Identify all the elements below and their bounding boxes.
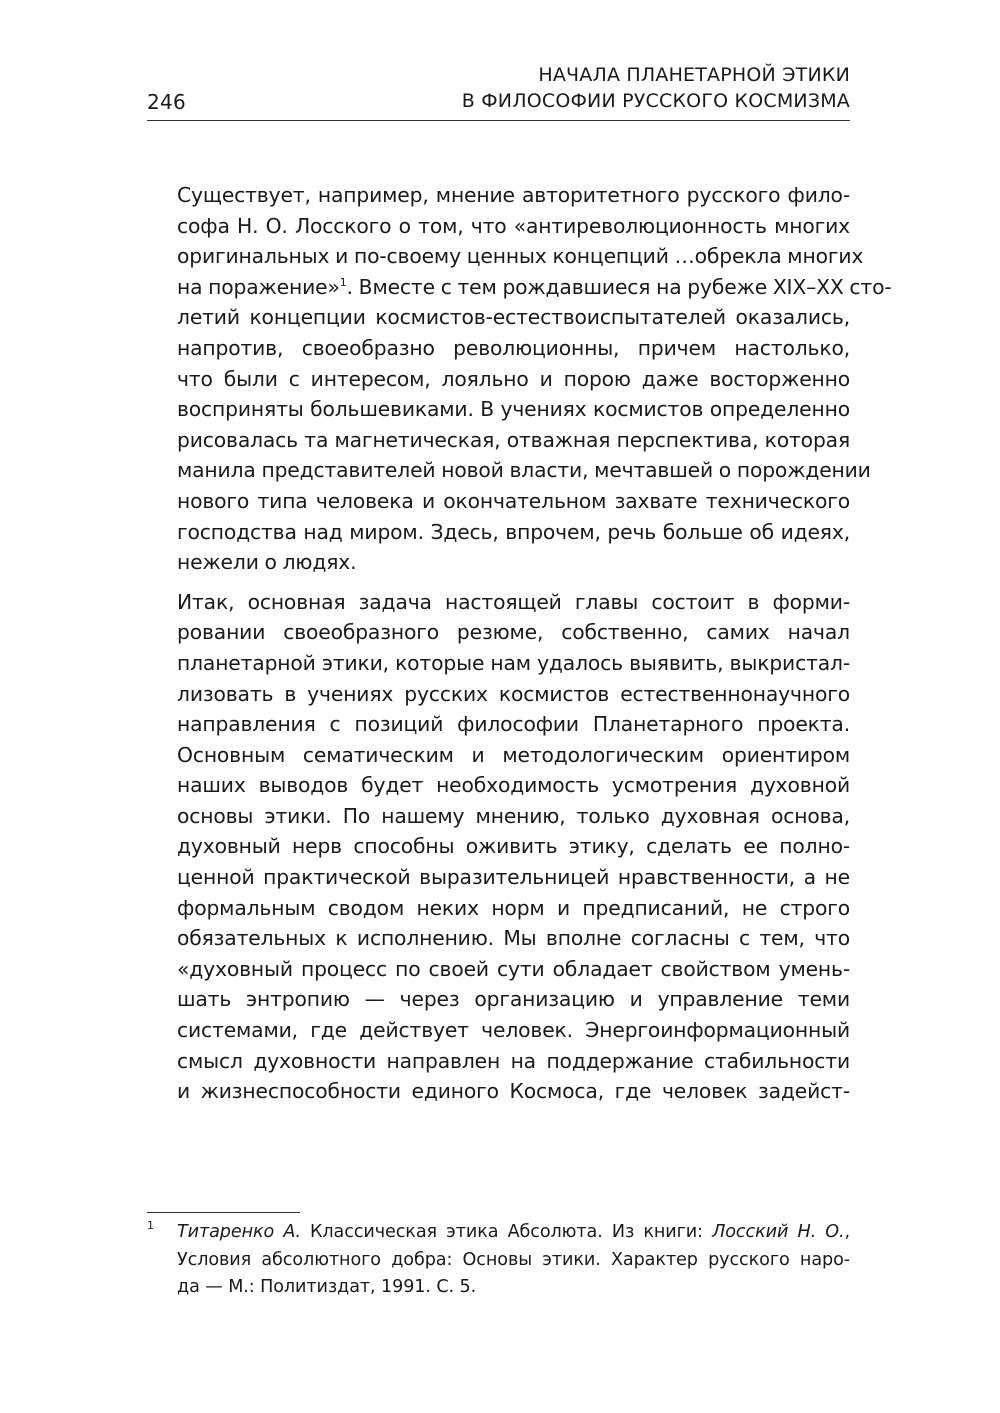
- footnote-mark: 1: [147, 1219, 154, 1232]
- body-text: [147, 180, 892, 1116]
- text-line: «духовный процесс по своей сути обладает свойством умень-: [177, 956, 850, 981]
- text-line: обязательных к исполнению. Мы вполне согласны с тем, что: [177, 926, 850, 951]
- text-line: Итак, основная задача настоящей главы состоит в форми-: [177, 589, 850, 614]
- running-title: [462, 62, 850, 114]
- text-line: ровании своеобразного резюме, собственно, самих начал: [177, 620, 850, 645]
- text-line: основы этики. По нашему мнению, только духовная основа,: [177, 803, 850, 828]
- text-line: смысл духовности направлен на поддержание стабильности: [177, 1048, 850, 1073]
- running-title-line-2: В ФИЛОСОФИИ РУССКОГО КОСМИЗМА: [461, 90, 850, 112]
- text-line: духовный нерв способны оживить этику, сделать ее полно-: [177, 834, 850, 859]
- text-line: восприняты большевиками. В учениях космистов определенно: [177, 397, 850, 422]
- page-number: 246: [147, 90, 187, 114]
- footnote-line: [177, 1219, 850, 1247]
- footnote-author: Лосский Н. О.: [712, 1222, 845, 1242]
- text-line: манила представителей новой власти, мечтавшей о порождении: [177, 458, 871, 483]
- text-line: рисовалась та магнетическая, отважная перспектива, которая: [177, 427, 850, 452]
- text-line: лизовать в учениях русских космистов естественнонаучного: [177, 681, 850, 706]
- footnote: [147, 1219, 850, 1302]
- text-line: Существует, например, мнение авторитетного русского фило-: [177, 183, 850, 207]
- paragraph-2: [147, 587, 850, 1107]
- text-line: напротив, своеобразно революционны, причем настолько,: [177, 335, 850, 360]
- text-line: и жизнеспособности единого Космоса, где человек задейст-: [177, 1079, 850, 1104]
- footnote-divider: [147, 1212, 300, 1213]
- text-line-part: . Вместе с тем рождавшиеся на рубеже XIX–XX сто-: [346, 274, 892, 299]
- text-line: софа Н. О. Лосского о том, что «антиреволюционность многих: [177, 213, 850, 238]
- text-line: господства над миром. Здесь, впрочем, речь больше об идеях,: [177, 519, 850, 544]
- text-line: оригинальных и по-своему ценных концепций …обрекла многих: [177, 244, 864, 269]
- footnote-author: Титаренко А.: [177, 1222, 301, 1242]
- running-title-line-1: НАЧАЛА ПЛАНЕТАРНОЙ ЭТИКИ: [538, 64, 850, 86]
- running-header: [147, 62, 850, 121]
- footnote-reference[interactable]: 1: [339, 276, 347, 290]
- text-line: шать энтропию — через организацию и управление теми: [177, 987, 850, 1012]
- text-line: системами, где действует человек. Энергоинформационный: [177, 1018, 850, 1043]
- text-line: нежели о людях.: [177, 550, 357, 575]
- footnote-text-part: Классическая этика Абсолюта. Из книги:: [300, 1222, 713, 1242]
- book-page: [147, 0, 892, 1413]
- text-line: нового типа человека и окончательном захвате технического: [177, 488, 850, 513]
- paragraph-1: [147, 180, 892, 578]
- text-line-part: на поражение»: [177, 274, 340, 299]
- text-line: планетарной этики, которые нам удалось выявить, выкристал-: [177, 650, 850, 675]
- text-line: направления с позиций философии Планетарного проекта.: [177, 712, 850, 737]
- text-line: формальным сводом неких норм и предписаний, не строго: [177, 895, 850, 920]
- text-line: Основным сематическим и методологическим ориентиром: [177, 742, 850, 767]
- footnote-text-part: ,: [844, 1222, 851, 1242]
- footnote-line: да — М.: Политиздат, 1991. С. 5.: [177, 1277, 477, 1297]
- text-line: летий концепции космистов-естествоиспытателей оказались,: [177, 305, 850, 330]
- text-line: наших выводов будет необходимость усмотрения духовной: [177, 773, 850, 798]
- text-line: что были с интересом, лояльно и порою даже восторженно: [177, 366, 850, 391]
- text-line: ценной практической выразительницей нравственности, а не: [177, 865, 850, 890]
- footnote-text: [177, 1219, 850, 1302]
- footnote-line: Условия абсолютного добра: Основы этики. Характер русского наро-: [177, 1249, 850, 1270]
- text-line: [147, 272, 892, 303]
